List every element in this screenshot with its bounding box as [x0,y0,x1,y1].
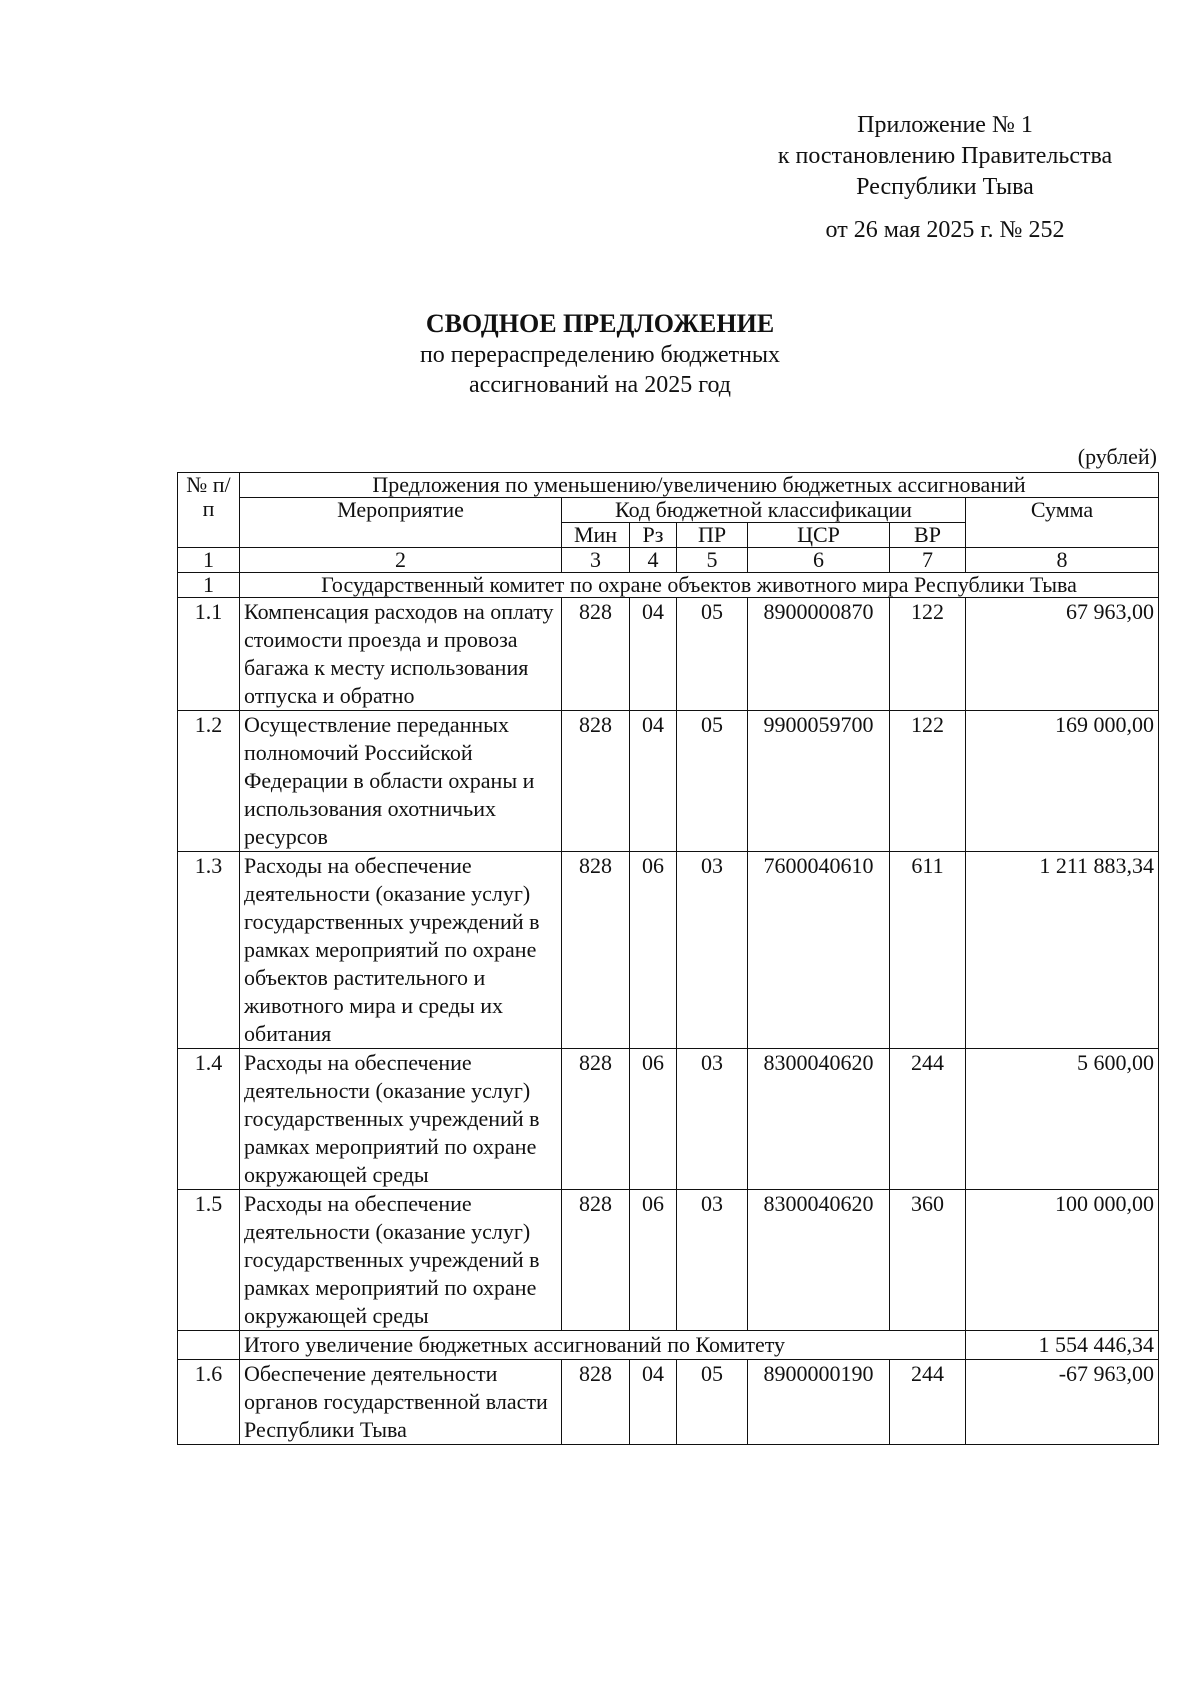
table-row [178,1049,1159,1190]
column-number: 2 [240,548,562,573]
appendix-title: Приложение № 1 [857,112,1033,138]
row-csr: 8900000190 [748,1360,890,1445]
column-number: 7 [890,548,966,573]
header-csr: ЦСР [748,523,890,548]
section-row [178,573,1159,598]
row-sum: 5 600,00 [966,1049,1159,1190]
column-number: 1 [178,548,240,573]
row-rz: 04 [630,711,677,852]
section-number: 1 [178,573,240,598]
row-vr: 244 [890,1049,966,1190]
row-vr: 360 [890,1190,966,1331]
row-min: 828 [562,598,630,711]
header-number: № п/п [178,473,240,548]
row-rz: 06 [630,1190,677,1331]
section-title: Государственный комитет по охране объектов животного мира Республики Тыва [240,573,1159,598]
column-number: 4 [630,548,677,573]
column-number: 8 [966,548,1159,573]
row-number: 1.4 [178,1049,240,1190]
row-rz: 06 [630,1049,677,1190]
row-event: Расходы на обеспечение деятельности (оказание услуг) государственных учреждений в рамках мероприятий по охране окружающей среды [240,1049,562,1190]
header-group: Предложения по уменьшению/увеличению бюджетных ассигнований [240,473,1159,498]
row-min: 828 [562,852,630,1049]
row-sum: 100 000,00 [966,1190,1159,1331]
row-event: Осуществление переданных полномочий Российской Федерации в области охраны и использования охотничьих ресурсов [240,711,562,852]
row-pr: 05 [677,598,748,711]
row-event: Обеспечение деятельности органов государственной власти Республики Тыва [240,1360,562,1445]
row-number: 1.1 [178,598,240,711]
document-subtitle-line-1: по перераспределению бюджетных [419,342,781,368]
appendix-republic: Республики Тыва [856,174,1034,200]
header-code-group: Код бюджетной классификации [562,498,966,523]
row-min: 828 [562,1049,630,1190]
row-pr: 03 [677,1049,748,1190]
column-number: 6 [748,548,890,573]
row-sum: -67 963,00 [966,1360,1159,1445]
row-number: 1.3 [178,852,240,1049]
header-event: Мероприятие [240,498,562,548]
row-event: Расходы на обеспечение деятельности (оказание услуг) государственных учреждений в рамках мероприятий по охране объектов растительного и животного мира и среды их обитания [240,852,562,1049]
row-rz: 04 [630,1360,677,1445]
table-row [178,1190,1159,1331]
row-csr: 9900059700 [748,711,890,852]
column-number: 5 [677,548,748,573]
table-header [178,473,1159,598]
document-title-block [300,308,900,400]
header-rz: Рз [630,523,677,548]
table-row [178,1360,1159,1445]
row-vr: 122 [890,598,966,711]
header-pr: ПР [677,523,748,548]
row-sum: 169 000,00 [966,711,1159,852]
table-body [178,598,1159,1445]
row-sum: 67 963,00 [966,598,1159,711]
column-number: 3 [562,548,630,573]
row-pr: 03 [677,1190,748,1331]
row-sum: 1 211 883,34 [966,852,1159,1049]
document-title: СВОДНОЕ ПРЕДЛОЖЕНИЕ [425,309,775,338]
total-row [178,1331,1159,1360]
table-row [178,852,1159,1049]
row-rz: 04 [630,598,677,711]
row-vr: 244 [890,1360,966,1445]
row-pr: 05 [677,711,748,852]
header-min: Мин [562,523,630,548]
row-rz: 06 [630,852,677,1049]
row-vr: 611 [890,852,966,1049]
total-sum: 1 554 446,34 [966,1331,1159,1360]
total-label: Итого увеличение бюджетных ассигнований по Комитету [240,1331,966,1360]
document-subtitle-line-2: ассигнований на 2025 год [469,372,731,398]
total-number-cell [178,1331,240,1360]
appendix-date: от 26 мая 2025 г. № 252 [825,217,1065,243]
row-pr: 03 [677,852,748,1049]
row-csr: 8300040620 [748,1049,890,1190]
header-vr: ВР [890,523,966,548]
row-min: 828 [562,1190,630,1331]
row-event: Компенсация расходов на оплату стоимости проезда и провоза багажа к месту использования отпуска и обратно [240,598,562,711]
row-min: 828 [562,1360,630,1445]
row-number: 1.6 [178,1360,240,1445]
header-sum: Сумма [966,498,1159,548]
row-csr: 7600040610 [748,852,890,1049]
currency-unit: (рублей) [1077,444,1157,469]
row-number: 1.5 [178,1190,240,1331]
table-row [178,711,1159,852]
budget-table [177,472,1159,1445]
row-event: Расходы на обеспечение деятельности (оказание услуг) государственных учреждений в рамках мероприятий по охране окружающей среды [240,1190,562,1331]
row-vr: 122 [890,711,966,852]
row-pr: 05 [677,1360,748,1445]
row-csr: 8300040620 [748,1190,890,1331]
row-min: 828 [562,711,630,852]
appendix-reference: к постановлению Правительства [777,143,1113,169]
row-number: 1.2 [178,711,240,852]
appendix-header [740,110,1150,246]
row-csr: 8900000870 [748,598,890,711]
table-row [178,598,1159,711]
